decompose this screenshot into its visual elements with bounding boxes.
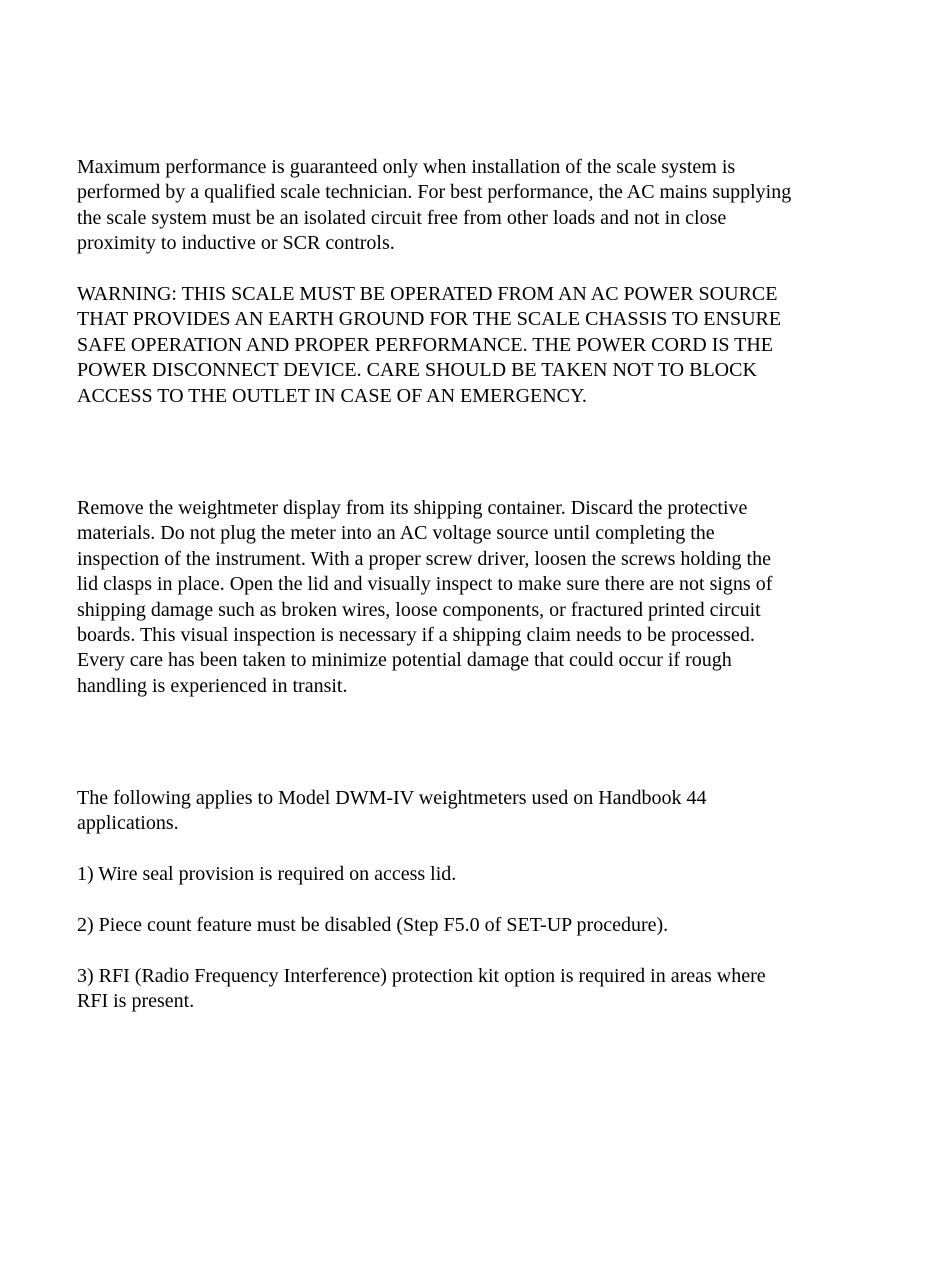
ground-warning: WARNING: THIS SCALE MUST BE OPERATED FROM AN AC POWER SOURCE THAT PROVIDES AN EARTH GROUND FOR THE SCALE CHASSIS TO ENSURE SAFE OPERATION AND PROPER PERFORMANCE. THE POWER CORD IS THE POWER DISCONNECT DEVICE. CARE SHOULD BE TAKEN NOT TO BLOCK ACCESS TO THE OUTLET IN CASE OF AN EMERGENCY. <box>77 283 782 407</box>
installation-paragraph: Maximum performance is guaranteed only when installation of the scale system is performed by a qualified scale technician. For best performance, the AC mains supplying the scale system must be an isolated circuit free from other loads and not in close proximity to inductive or SCR controls. <box>77 156 792 255</box>
inspection-paragraph: Remove the weightmeter display from its shipping container. Discard the protective materials. Do not plug the meter into an AC voltage source until completing the inspection of the instrument. With a proper screw driver, loosen the screws holding the lid clasps in place. Open the lid and visually inspect to make sure there are not signs of shipping damage such as broken wires, loose components, or fractured printed circuit boards. This visual inspection is necessary if a shipping claim needs to be processed. Every care has been taken to minimize potential damage that could occur if rough handling is experienced in transit. <box>77 497 773 697</box>
requirement-item-2: 2) Piece count feature must be disabled (Step F5.0 of SET-UP procedure). <box>77 914 669 936</box>
handbook-intro: The following applies to Model DWM-IV weightmeters used on Handbook 44 applications. <box>77 787 707 835</box>
requirement-item-3: 3) RFI (Radio Frequency Interference) protection kit option is required in areas where RFI is present. <box>77 965 766 1013</box>
requirement-item-1: 1) Wire seal provision is required on access lid. <box>77 863 457 885</box>
